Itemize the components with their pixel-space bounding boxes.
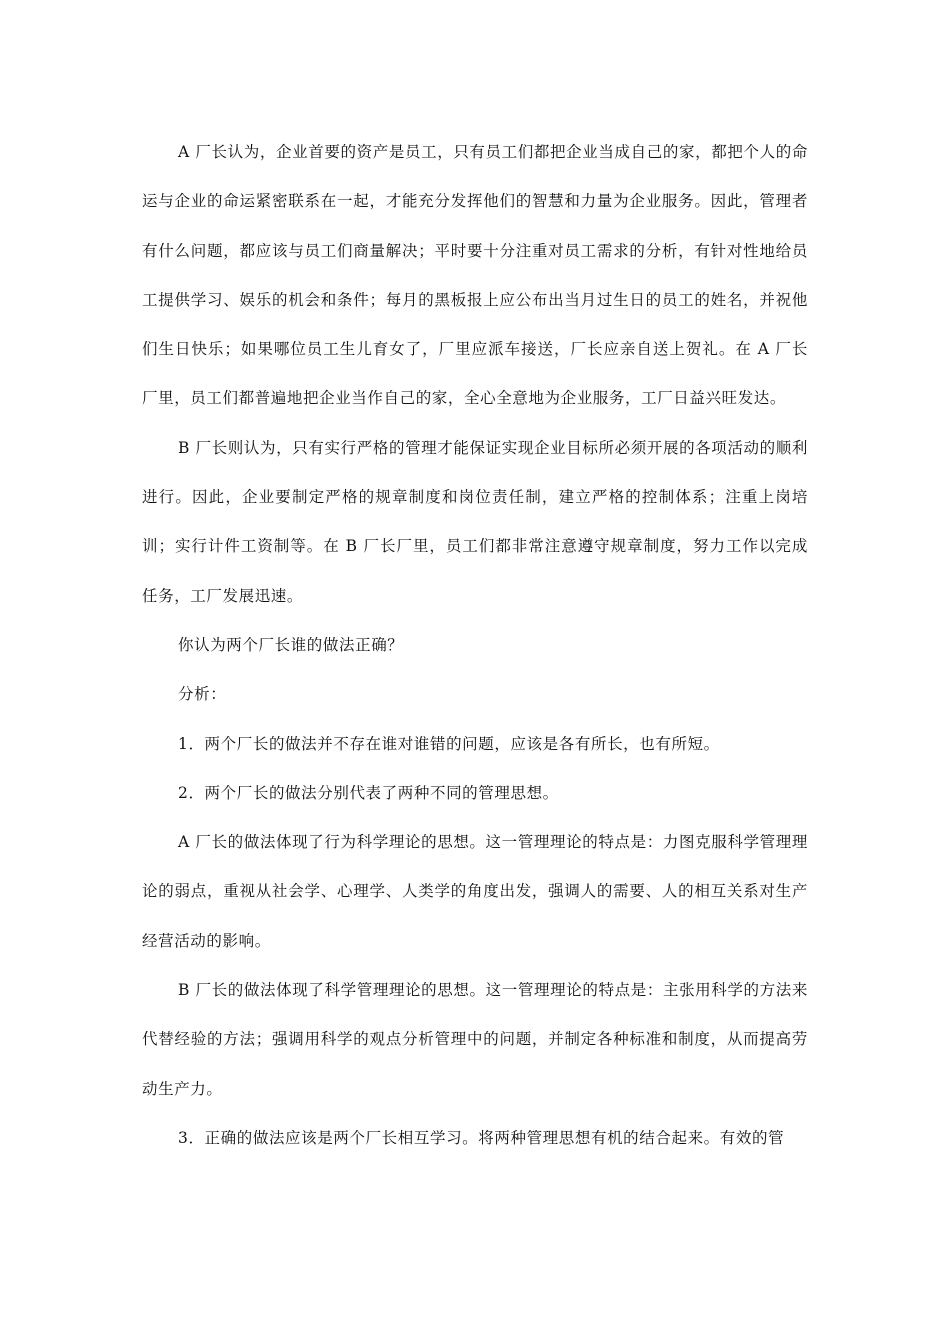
paragraph-factory-b-view: B 厂长则认为，只有实行严格的管理才能保证实现企业目标所必须开展的各项活动的顺利进行。因此，企业要制定严格的规章制度和岗位责任制，建立严格的控制体系；注重上岗培训；实行计件工资制等。在 B 厂长厂里，员工们都非常注意遵守规章制度，努力工作以完成任务，工厂发展迅速。 — [142, 438, 808, 605]
paragraph-analysis-point-3: 3．正确的做法应该是两个厂长相互学习。将两种管理思想有机的结合起来。有效的管 — [178, 1128, 785, 1147]
paragraph-analysis-heading: 分析： — [178, 685, 227, 704]
paragraph-analysis-point-2: 2．两个厂长的做法分别代表了两种不同的管理思想。 — [178, 783, 559, 802]
paragraph-factory-a-view: A 厂长认为，企业首要的资产是员工，只有员工们都把企业当成自己的家，都把个人的命运与企业的命运紧密联系在一起，才能充分发挥他们的智慧和力量为企业服务。因此，管理者有什么问题，都应该与员工们商量解决；平时要十分注重对员工需求的分析，有针对性地给员工提供学习、娱乐的机会和条件；每月的黑板报上应公布出当月过生日的员工的姓名，并祝他们生日快乐；如果哪位员工生儿育女了，厂里应派车接送，厂长应亲自送上贺礼。在 A 厂长厂里，员工们都普遍地把企业当作自己的家，全心全意地为企业服务，工厂日益兴旺发达。 — [142, 143, 808, 408]
paragraph-analysis-point-1: 1．两个厂长的做法并不存在谁对谁错的问题，应该是各有所长，也有所短。 — [178, 734, 720, 753]
paragraph-factory-b-theory: B 厂长的做法体现了科学管理理论的思想。这一管理理论的特点是：主张用科学的方法来代替经验的方法；强调用科学的观点分析管理中的问题，并制定各种标准和制度，从而提高劳动生产力。 — [142, 981, 808, 1098]
paragraph-question: 你认为两个厂长谁的做法正确？ — [178, 635, 404, 654]
document-body — [142, 128, 808, 1163]
paragraph-factory-a-theory: A 厂长的做法体现了行为科学理论的思想。这一管理理论的特点是：力图克服科学管理理论的弱点，重视从社会学、心理学、人类学的角度出发，强调人的需要、人的相互关系对生产经营活动的影响。 — [142, 833, 808, 950]
